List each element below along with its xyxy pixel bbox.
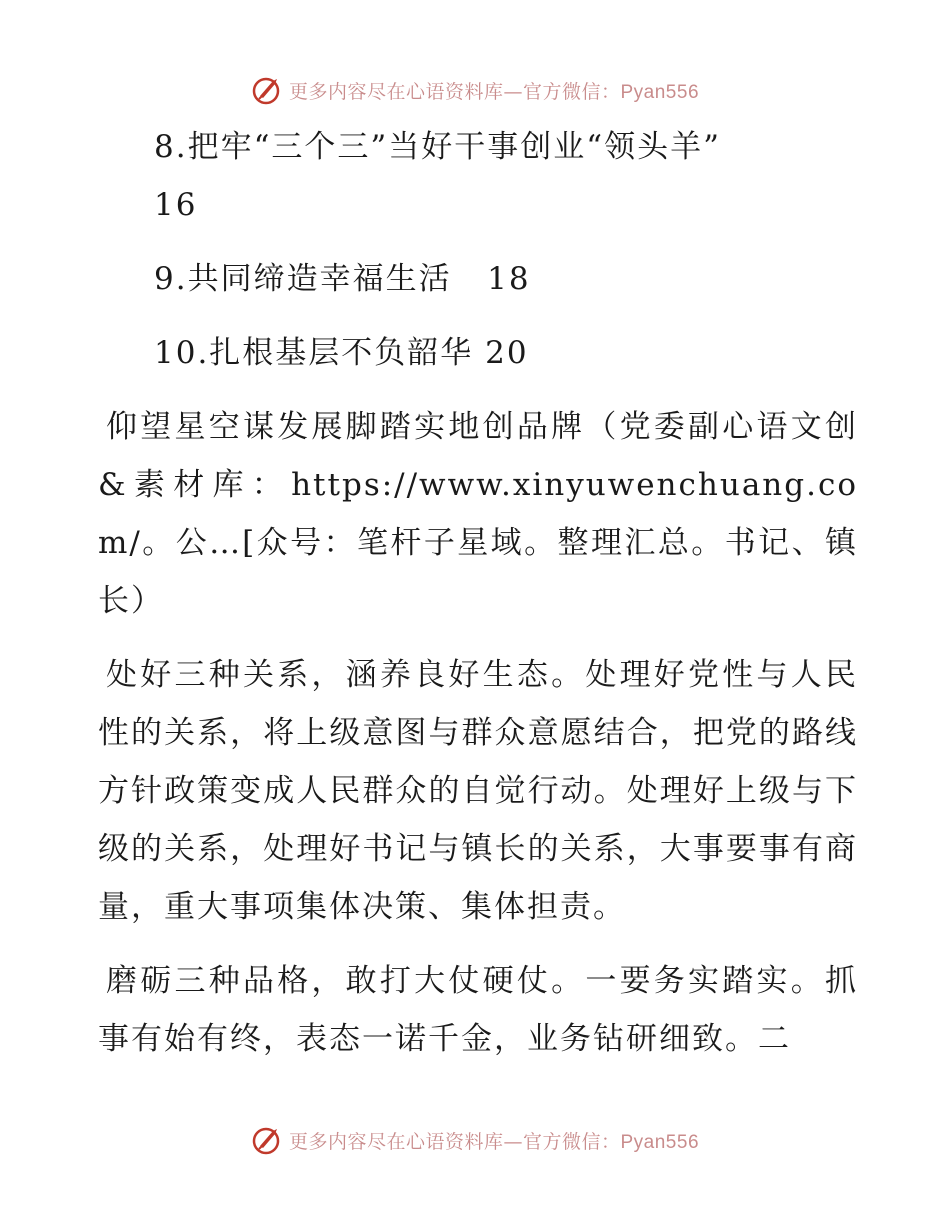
toc-page-number: 20 — [485, 335, 529, 371]
paragraph-title: 仰望星空谋发展脚踏实地创品牌（党委副心语文创&素材库：https://www.xinyuwenchuang.com/。公…[众号：笔杆子星域。整理汇总。书记、镇长） — [98, 409, 858, 619]
toc-page-number: 16 — [154, 187, 198, 223]
footer-watermark — [0, 1120, 950, 1160]
toc-entry-10: 10.扎根基层不负韶华 20 — [154, 335, 529, 371]
toc-entry-8: 8.把牢“三个三”当好干事创业“领头羊” — [154, 129, 721, 165]
paragraph-relations: 处好三种关系，涵养良好生态。处理好党性与人民性的关系，将上级意图与群众意愿结合，把党的路线方针政策变成人民群众的自觉行动。处理好上级与下级的关系，处理好书记与镇长的关系，大事要事有商量，重大事项集体决策、集体担责。 — [98, 657, 858, 925]
toc-entry-9: 9.共同缔造幸福生活 18 — [154, 261, 531, 297]
document-body — [98, 118, 858, 1084]
quill-seal-icon — [251, 1124, 283, 1156]
watermark-text: 更多内容尽在心语资料库—官方微信：Pyan556 — [288, 80, 700, 103]
paragraph-character: 磨砺三种品格，敢打大仗硬仗。一要务实踏实。抓事有始有终，表态一诺千金，业务钻研细致。二 — [98, 963, 858, 1057]
watermark-text: 更多内容尽在心语资料库—官方微信：Pyan556 — [288, 1130, 700, 1153]
quill-seal-icon — [251, 74, 283, 106]
header-watermark — [0, 70, 950, 110]
toc-page-number: 18 — [487, 261, 531, 297]
